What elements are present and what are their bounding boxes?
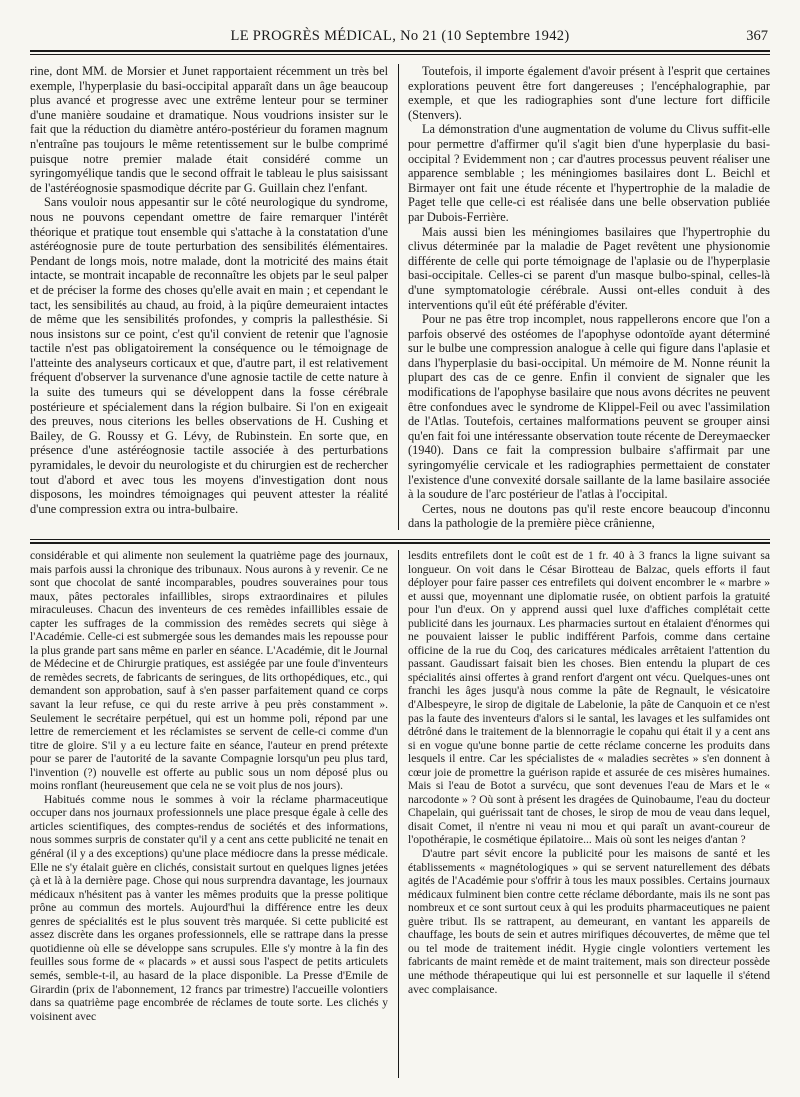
lower-right-column: [408, 550, 770, 1082]
paragraph: Mais aussi bien les méningiomes basilaires que l'hypertrophie du clivus déterminée par la maladie de Paget revêtent une physionomie différente de celle qui porte témoignage de l'aplasie ou de l'hyperplasie basi-occipitale. Celles-ci se parent d'un masque bulbo-spinal, celles-là d'une symptomatologie cérébrale. Aussi ont-elles conduit à des interventions qu'il eût été préférable d'éviter.: [408, 224, 770, 312]
upper-right-column: [408, 64, 770, 534]
header-rule-thin: [30, 54, 770, 55]
paragraph: Sans vouloir nous appesantir sur le côté neurologique du syndrome, nous ne pouvons cependant omettre de faire remarquer l'intérêt théorique et pratique tout ensemble qui s'attache à la constatation d'une astéréognosie pure de toute perturbation des sensibilités élémentaires. Pendant de longs mois, notre malade, dont la motricité des mains était intacte, se montrait incapable de reconnaître les objets par le seul palper et de préciser la forme des choses qu'elle avait en main ; et cependant le tact, les sensibilités au chaud, au froid, à la piqûre demeuraient intactes de même que les sensibilités profondes, y compris la pallesthésie. Si nous insistons sur ce point, c'est qu'il convient de retenir que l'agnosie tactile n'est pas obligatoirement la conséquence ou le témoignage de l'atteinte des analyseurs corticaux et que, d'autre part, il est relativement fréquent d'observer la survenance d'une agnosie tactile de cette nature à la suite des tumeurs qui se développent dans la fosse cérébrale postérieure et spécialement dans la région bulbaire. Si l'on en exigeait des preuves, nous citerions les belles observations de H. Cushing et Bailey, de G. Roussy et G. Lévy, de Rubinstein. En sorte que, en présence d'une astéréognosie tactile associée à des perturbations pyramidales, le devoir du neurologiste et du chirurgien est de rechercher tout d'abord et avec tous les moyens d'investigation dont nous disposons, les moindres témoignages qui peuvent attester la réalité d'une compression extra ou intra-bulbaire.: [30, 195, 388, 516]
column-divider: [398, 64, 399, 530]
paragraph: Toutefois, il importe également d'avoir présent à l'esprit que certaines explorations peuvent être fort dangereuses ; l'encéphalographie, par exemple, et que les radiographies sont d'une lecture fort difficile (Stenvers).: [408, 64, 770, 122]
upper-left-column: [30, 64, 388, 534]
paragraph: rine, dont MM. de Morsier et Junet rapportaient récemment un très bel exemple, l'hyperplasie du basi-occipital apparaît dans un âge beaucoup plus avancé et progresse avec une extrême lenteur pour se terminer d'une manière soudaine et dramatique. Nous voudrions insister sur le fait que la réduction du diamètre antéro-postérieur du foramen magnum n'entraîne pas toujours le même retentissement sur le bulbe comprimé puisque notre premier malade était considéré comme un syringomyélique tandis que le second offrait le tableau le plus saisissant de l'astéréognosie spasmodique décrite par G. Guillain chez l'enfant.: [30, 64, 388, 195]
column-divider: [398, 550, 399, 1078]
paragraph: Pour ne pas être trop incomplet, nous rappellerons encore que l'on a parfois observé des ostéomes de l'apophyse odontoïde ayant déterminé sur le bulbe une compression analogue à celle qui figure dans l'aplasie et dans l'hyperplasie du basi-occipital. Un mémoire de M. Nonne réunit la plupart des cas de ce genre. Enfin il convient de signaler que les modifications de l'apophyse basilaire que nous avons décrites ne peuvent être confondues avec le syndrome de Klippel-Feil ou avec l'assimilation de l'Atlas. Toutefois, certaines malformations peuvent se grouper ainsi qu'en fait foi une intéressante observation toute récente de Dereymaecker (1940). Dans ce fait la compression bulbaire s'affirmait par une syringomyélie cervicale et les radiographies permettaient de constater l'existence d'une convexité dorsale saillante de la lame basilaire associée à la soudure de l'arc postérieur de l'atlas à l'occipital.: [408, 312, 770, 502]
header-rule-thick: [30, 50, 770, 52]
paragraph: La démonstration d'une augmentation de volume du Clivus suffit-elle pour permettre d'affirmer qu'il s'agit bien d'une hyperplasie du basi-occipital ? Evidemment non ; car d'autres processus peuvent réaliser une apparence semblable ; les méningiomes basilaires dont L. Beichl et Birmayer ont fait une étude récente et l'hypertrophie de la maladie de Paget telle que celle-ci est réalisée dans une belle observation publiée par Dubois-Ferrière.: [408, 122, 770, 224]
lower-left-column: [30, 550, 388, 1082]
paragraph: lesdits entrefilets dont le coût est de 1 fr. 40 à 3 francs la ligne suivant sa longueur. On voit dans le César Birotteau de Balzac, quels efforts il faut déployer pour faire passer ces entrefilets qui doivent encombrer le « marbre » et aussi que, moyennant une diplomatie rusée, on obtient parfois la gratuité pour l'un d'eux. On y apprend aussi quel luxe d'affiches complétait cette publicité dans les journaux. Les pharmacies surtout en étalaient d'énormes qui ne pouvaient laisser le public indifférent Parfois, comme dans certaine officine de la rue du Coq, des caricatures médicales arrêtaient l'attention du passant. Gaudissart faisait bien les choses. Bien entendu la plupart de ces spécialités ainsi offertes à grand renfort d'argent ont vécu. Quelques-unes ont franchi les âges jusqu'à nous comme la pâte de Regnault, le vésicatoire d'Albespeyre, le sirop de digitale de Labelonie, la pâte de Canquoin et ce n'est pas la faute des inventeurs d'alors si le santal, les lavages et les sulfamides ont détrôné dans le traitement de la blennorragie le copahu qui était il y a cent ans si en vogue qu'une bonne partie de cette réclame concerne les produits dans lesquels il entre. Car les spécialistes de « maladies secrètes » s'en donnent à cœur joie de promettre la guérison rapide et assurée de ces misères humaines. Mais si l'eau de Botot a survécu, que sont devenues l'eau de Mars et le « narcodonte » ? Où sont à présent les dragées de Quinobaume, l'eau du docteur Chapelain, qui guérissait tant de choses, le sirop de mou de veau dans lequel, disait Comet, il n'entre ni veau ni mou et qui paraît un avant-coureur de l'opothérapie, le cosmétique épilatoire... Mais où sont les neiges d'antan ?: [408, 550, 770, 847]
page-number: 367: [746, 28, 768, 44]
paragraph: Certes, nous ne doutons pas qu'il reste encore beaucoup d'inconnu dans la pathologie de la première pièce crânienne,: [408, 501, 770, 531]
paragraph: D'autre part sévit encore la publicité pour les maisons de santé et les établissements « magnétologiques » qui se servent naturellement des débats agités de l'Académie pour s'offrir à tous les maux possibles. Certains journaux médicaux fulminent bien contre cette réclame débordante, mais ils ne sont pas nombreux et ce sont surtout ceux à qui les produits pharmaceutiques ne paient guère tribut. Ils se rattrapent, au demeurant, en vantant les appareils de chauffage, les bouts de sein et autres mirifiques découvertes, de même que tel ou tel mode de traitement inédit. Hygie cingle volontiers vertement les fabricants de maint remède et de maint traitement, mais son directeur possède une méthode thérapeutique qui lui est personnelle et sur laquelle il s'étend avec complaisance.: [408, 848, 770, 996]
section-rule-thick: [30, 542, 770, 544]
paragraph: considérable et qui alimente non seulement la quatrième page des journaux, mais parfois aussi la chronique des tribunaux. Nous aurons à y revenir. Ce ne sont que chocolat de santé incomparables, poudres souveraines pour tous maux, pâtes pectorales infaillibles, sirops extraordinaires et pilules miraculeuses. Chacun des inventeurs de ces remèdes infaillibles essaie de capter les suffrages de la commission des remèdes secrets qui siège à l'Académie. Celle-ci est submergée sous les demandes mais les repousse pour la plus grande part sans même en parler en séance. L'Académie, dit le Journal de Médecine et de Chirurgie pratiques, est assiégée par une foule d'inventeurs de remèdes secrets, de fabricants de seringues, de lits orthopédiques, etc., qui demandent son approbation, sauf à s'en passer parfaitement quand ce corps savant la leur refuse, ce qui du reste arrive à peu près constamment ». Seulement le secrétaire perpétuel, qui est un homme poli, répond par une lettre de remerciement et les réclamistes se servent de celle-ci comme d'un titre de gloire. S'il y a eu lecture faite en séance, l'auteur en prend prétexte pour se parer de l'autorité de la savante Compagnie lorsqu'un peu plus tard, l'invention (?) nouvelle est offerte au public sous un nom déposé plus ou moins ronflant (heureusement que cela ne se voit plus de nos jours).: [30, 550, 388, 793]
page-header: [30, 28, 770, 48]
running-title: LE PROGRÈS MÉDICAL, No 21 (10 Septembre 1942): [230, 28, 570, 44]
paragraph: Habitués comme nous le sommes à voir la réclame pharmaceutique occuper dans nos journaux professionnels une place presque égale à celle des articles scientifiques, des comptes-rendus de sociétés et des informations, nous sommes surpris de constater qu'il y a cent ans cette publicité ne tenait en général (il y a des exceptions) qu'une place médiocre dans la presse médicale. Elle ne s'y étalait guère en clichés, consistait surtout en quelques lignes jetées çà et là à la dernière page. Chose qui nous surprendra davantage, les journaux médicaux n'hésitent pas à vanter les mêmes produits que la presse politique prône au commun des mortels. Aujourd'hui la différence entre les deux genres de spécialités est le plus souvent très marquée. Si cette publicité est assez discrète dans les organes professionnels, elle se rattrape dans la presse quotidienne où elle se développe sans scrupules. Elle s'y montre à la fin des feuilles sous forme de « placards » et aussi sous l'aspect de petits articulets semés, semble-t-il, au hasard de la place disponible. La Presse d'Emile de Girardin (prix de l'abonnement, 12 francs par trimestre) l'accueille volontiers dans sa quatrième page encombrée de réclames de toute sorte. Les clichés y voisinent avec: [30, 793, 388, 1023]
section-rule-thin: [30, 539, 770, 540]
